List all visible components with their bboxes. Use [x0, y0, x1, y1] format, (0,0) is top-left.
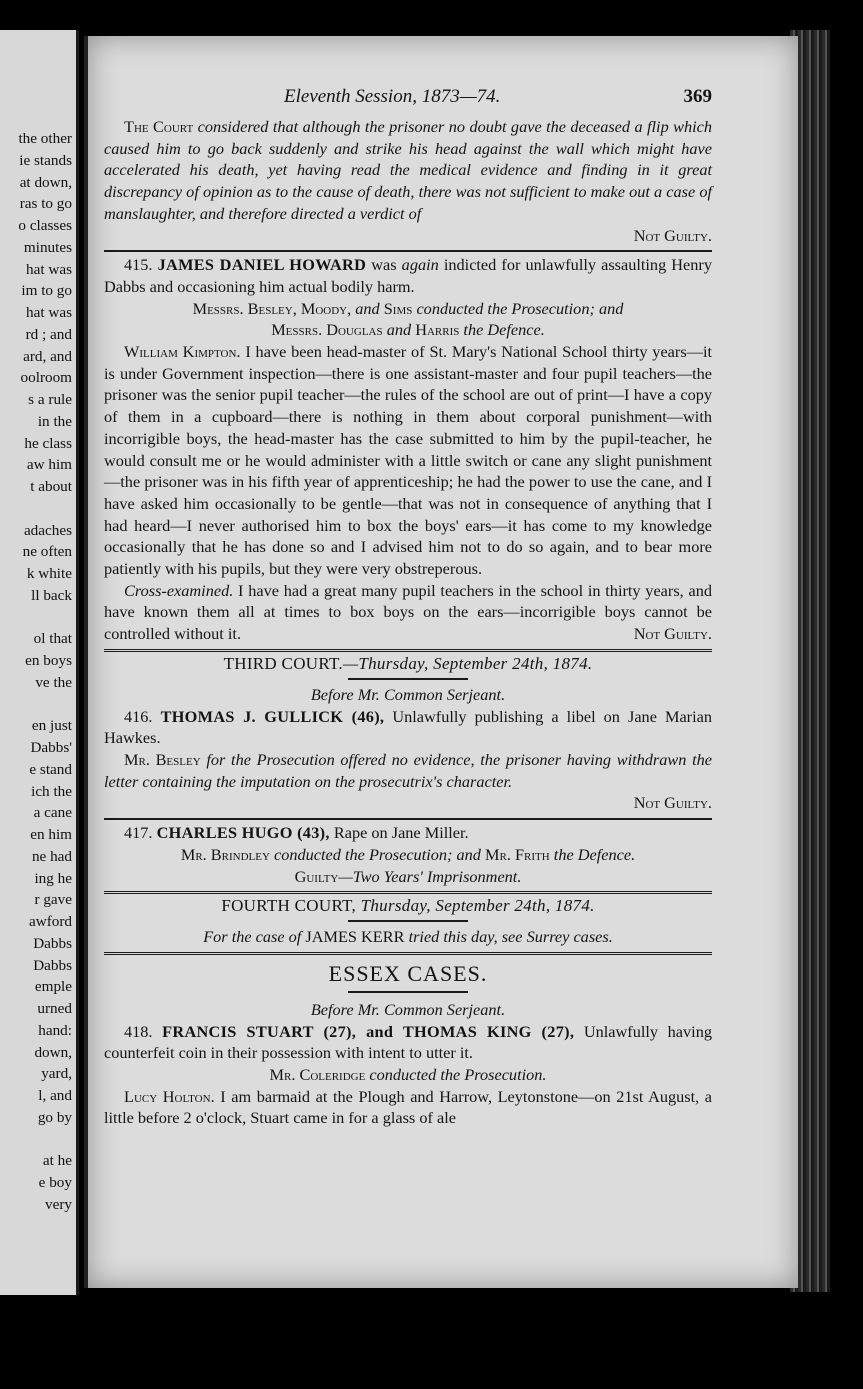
charge-text: Unlawfully having counterfeit coin in their possession with intent to utter it. [104, 1021, 712, 1063]
counsel-prosecution: conducted the Prosecution; and [416, 298, 624, 318]
facing-page-line: urned [37, 1000, 72, 1017]
opening-judgment [104, 116, 712, 246]
counsel-text: for the Prosecution offered no evidence, the prisoner having withdrawn the letter containing the imputation on the prosecutrix's character. [104, 749, 712, 791]
counsel-name: Mr. Coleridge [269, 1065, 366, 1085]
witness-name: Lucy Holton. [124, 1086, 215, 1106]
court-heading: THIRD COURT. [223, 653, 343, 673]
counsel-name: Mr. Besley [124, 749, 201, 769]
charge-text: Rape on Jane Miller. [333, 823, 469, 843]
defence-counsel: Messrs. Douglas [271, 320, 383, 340]
facing-page-line: l, and [38, 1087, 72, 1104]
section-rule [104, 649, 712, 652]
fourth-court [104, 896, 712, 948]
case-418 [104, 1021, 712, 1130]
facing-page-line: e boy [38, 1174, 72, 1191]
facing-page-line [18, 694, 72, 716]
defence-text: the Defence. [553, 844, 636, 864]
defence-harris: Harris [415, 320, 460, 340]
facing-page-line: very [45, 1195, 72, 1213]
facing-page-line: k white [26, 565, 72, 582]
note-defendant: JAMES KERR [305, 927, 405, 947]
facing-page-line: aw him [26, 456, 72, 474]
verdict-text: Not Guilty. [633, 793, 712, 813]
verdict-text: Not Guilty. [633, 624, 712, 644]
facing-page-line: go by [37, 1108, 72, 1126]
cross-examined-label: Cross-examined. [124, 580, 234, 600]
case-number: 415. [124, 255, 153, 275]
charge-text: indicted for unlawfully assaulting Henry Dabbs and occasioning him actual bodily harm. [104, 255, 712, 296]
facing-page-line: en him [30, 826, 72, 843]
defence-label: the Defence. [463, 320, 545, 340]
facing-page-line: the other [18, 130, 72, 147]
counsel-sims: Sims [383, 298, 413, 318]
verdict-text: Guilty [294, 866, 339, 886]
running-head [104, 86, 712, 116]
facing-page-line: ol that [33, 630, 72, 648]
facing-page-line: hat was [26, 304, 72, 321]
short-rule [348, 920, 468, 922]
case-was: was [371, 255, 397, 275]
facing-page-line: Dabbs' [30, 739, 72, 756]
facing-page-line: r gave [34, 891, 72, 909]
section-title: ESSEX CASES. [328, 960, 488, 986]
facing-page-line: awford [28, 913, 72, 930]
facing-page-line: en just [31, 717, 72, 735]
case-number: 418. [124, 1021, 153, 1041]
facing-page-line: en boys [25, 652, 72, 669]
facing-page-line: hand: [38, 1021, 72, 1039]
case-number: 417. [124, 823, 153, 843]
facing-page-line [18, 607, 72, 629]
counsel-and: and [355, 298, 380, 318]
defence-counsel: Mr. Frith [485, 844, 550, 864]
facing-page-line: a cane [33, 804, 72, 822]
defendant-name: THOMAS J. GULLICK (46), [160, 706, 385, 726]
facing-page-line: ing he [34, 869, 72, 887]
facing-page-line: emple [34, 978, 72, 996]
facing-page-line: at he [42, 1152, 72, 1170]
prosecution-text: conducted the Prosecution; and [274, 844, 481, 864]
judgment-text: considered that although the prisoner no doubt gave the deceased a flip which caused him to go back suddenly and strike his head against the wall which might have accelerated his death, yet having read the medical evidence and finding in it great discrepancy of opinion as to the cause of death, there was not sufficient to make out a case of manslaughter, and therefore directed a verdict of [104, 117, 713, 223]
court-label: The Court [124, 117, 194, 136]
facing-page-line: ne had [31, 847, 72, 865]
facing-page-text-lines [18, 128, 72, 1216]
facing-page-line: o classes [18, 217, 72, 234]
facing-page-line: Dabbs [33, 956, 72, 974]
short-rule [348, 678, 468, 680]
case-again: again [401, 255, 439, 275]
facing-page-line: s a rule [28, 391, 72, 408]
running-head-title: Eleventh Session, 1873—74. [284, 86, 501, 107]
cross-testimony: I have had a great many pupil teachers in the school in thirty years, and have known them all at times to box boys on the ears—incorrigible boys cannot be controlled without it. [104, 580, 712, 644]
short-rule [348, 991, 468, 993]
counsel-text: conducted the Prosecution. [369, 1065, 547, 1085]
defendant-name: FRANCIS STUART (27), and THOMAS KING (27), [162, 1021, 575, 1041]
third-court [104, 654, 712, 706]
facing-page-line: ard, and [23, 347, 72, 365]
facing-page-line: ve the [35, 673, 72, 691]
facing-page-line: down, [34, 1043, 72, 1061]
facing-page-line: ll back [31, 586, 72, 604]
court-date: Thursday, September 24th, 1874. [360, 896, 595, 916]
facing-page-line: ne often [22, 543, 72, 561]
charge-text: Unlawfully publishing a libel on Jane Marian Hawkes. [104, 706, 712, 748]
facing-page-line: oolroom [20, 369, 72, 387]
page-number: 369 [683, 86, 712, 107]
facing-page-line: t about [30, 478, 72, 495]
facing-page-left [0, 30, 79, 1295]
facing-page-line: adaches [23, 521, 72, 539]
sentence-text: —Two Years' Imprisonment. [338, 866, 522, 886]
defendant-name: JAMES DANIEL HOWARD [157, 255, 367, 275]
case-416 [104, 706, 712, 815]
counsel-names: Messrs. Besley, Moody, [192, 298, 352, 318]
facing-page-line: ie stands [19, 151, 72, 169]
facing-page-line: Dabbs [33, 934, 72, 952]
prosecution-counsel: Mr. Brindley [180, 844, 270, 864]
note-suffix: tried this day, see Surrey cases. [408, 927, 613, 947]
witness-testimony: I am barmaid at the Plough and Harrow, Leytonstone—on 21st August, a little before 2 o'clock, Stuart came in for a glass of ale [104, 1086, 712, 1128]
facing-page-line: ich the [31, 782, 72, 800]
facing-page-line: ras to go [19, 195, 72, 213]
before-judge: Before Mr. Common Serjeant. [310, 999, 506, 1019]
section-rule [104, 818, 712, 820]
facing-page-line: hat was [26, 260, 72, 278]
witness-name: William Kimpton. [124, 342, 241, 362]
facing-page-line [18, 1129, 72, 1151]
before-judge: Before Mr. Common Serjeant. [310, 684, 506, 704]
case-number: 416. [124, 706, 153, 726]
page-text [104, 86, 712, 1129]
section-rule [104, 891, 712, 894]
defence-and: and [386, 320, 412, 340]
facing-page-line: rd ; and [25, 325, 72, 343]
defendant-name: CHARLES HUGO (43), [156, 823, 330, 843]
facing-page-line: he class [24, 434, 72, 452]
facing-page-line: e stand [29, 760, 72, 778]
facing-page-line: at down, [19, 173, 72, 191]
facing-page-line: in the [37, 412, 72, 430]
essex-cases [104, 961, 712, 1021]
facing-page-line: minutes [23, 238, 72, 256]
note-prefix: For the case of [203, 927, 302, 947]
section-rule [104, 250, 712, 252]
court-heading: FOURTH COURT, [221, 896, 357, 916]
facing-page-line: yard, [41, 1065, 72, 1083]
case-415 [104, 254, 712, 645]
verdict-text: Not Guilty. [633, 225, 712, 245]
court-date: —Thursday, September 24th, 1874. [342, 653, 593, 673]
case-417 [104, 822, 712, 887]
facing-page-line: im to go [21, 282, 72, 300]
witness-testimony: I have been head-master of St. Mary's National School thirty years—it is under Government inspection—there is one assistant-master and four pupil teachers—the prisoner was the senior pupil teacher—the rules of the school are out of print—I have a copy of them in a cupboard—there is nothing in them about corporal punishment—with incorrigible boys, the head-master has the case submitted to him by the pupil-teacher, he would consult me or he would administer with a little switch or cane any slight punishment—the prisoner was in his fifth year of apprenticeship; he had the power to use the cane, and I have asked him occasionally to be gentle—that was not in consequence of anything that I had heard—I never authorised him to box the boys' ears—it has come to my knowledge occasionally that he has done so and I advised him not to do so again, and to bear more patiently with his pupils, but they were very obstreperous. [104, 342, 712, 579]
facing-page-line [18, 498, 72, 520]
section-rule [104, 952, 712, 955]
